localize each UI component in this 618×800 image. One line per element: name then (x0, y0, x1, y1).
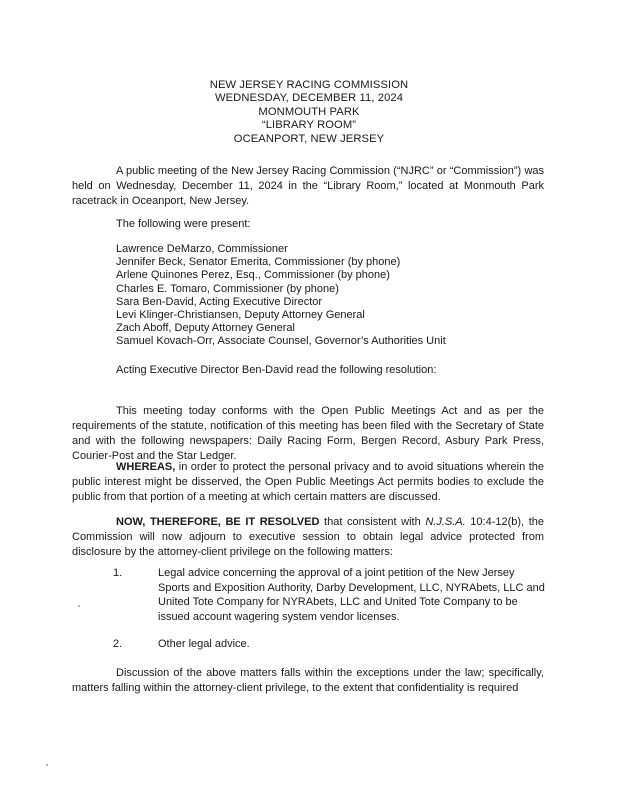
whereas-lead: WHEREAS, (116, 461, 176, 473)
header-commission-name: NEW JERSEY RACING COMMISSION (209, 79, 409, 91)
document-header (0, 79, 618, 146)
header-room: “LIBRARY ROOM” (261, 119, 357, 132)
scan-speck (78, 605, 80, 607)
matter-text: Other legal advice. (158, 638, 250, 650)
resolution-intro: Acting Executive Director Ben-David read the following resolution: (116, 364, 437, 376)
present-heading: The following were present: (116, 218, 251, 230)
attendee-list (116, 243, 544, 349)
discussion-paragraph: Discussion of the above matters falls within the exceptions under the law; specifically, matters falling within the attorney-client privilege, to the extent that confidentiality is required (72, 667, 544, 694)
whereas-text: in order to protect the personal privacy and to avoid situations wherein the public interest might be disserved, the Open Public Meetings Act permits bodies to exclude the public from that portion of a meeting at which certain matters are discussed. (72, 461, 544, 503)
intro-paragraph: A public meeting of the New Jersey Racing Commission (“NJRC” or “Commission”) was held on Wednesday, December 11, 2024 in the “Library Room,” located at Monmouth Park racetrack in Oceanport, New Jersey. (72, 165, 544, 207)
header-venue: MONMOUTH PARK (258, 105, 360, 118)
resolved-text-1: that consistent with (319, 516, 426, 528)
matter-text: Legal advice concerning the approval of a joint petition of the New Jersey Sports and Exposition Authority, Darby Development, LLC, NYRAbets, LLC and United Tote Company for NYRAbets, LLC and United Tote Company to be issued account wagering system vendor licenses. (158, 567, 545, 623)
attendee-item: Jennifer Beck, Senator Emerita, Commissioner (by phone) (116, 256, 401, 269)
matter-number: 2. (113, 638, 123, 650)
attendee-item: Sara Ben-David, Acting Executive Director (116, 295, 323, 308)
whereas-paragraph (72, 460, 544, 505)
resolved-citation: N.J.S.A. (425, 516, 466, 528)
resolved-lead: NOW, THEREFORE, BE IT RESOLVED (116, 516, 320, 528)
attendee-item: Samuel Kovach-Orr, Associate Counsel, Governor’s Authorities Unit (116, 335, 446, 348)
opma-paragraph: This meeting today conforms with the Open Public Meetings Act and as per the requirements of the statute, notification of this meeting has been filed with the Secretary of State and with the following newspapers: Daily Racing Form, Bergen Record, Asbury Park Press, Courier-Post and the Star Ledger. (72, 405, 544, 462)
header-location: OCEANPORT, NEW JERSEY (233, 132, 385, 145)
matter-number: 1. (113, 567, 123, 579)
attendee-item: Lawrence DeMarzo, Commissioner (116, 243, 288, 255)
attendee-item: Arlene Quinones Perez, Esq., Commissioner (by phone) (116, 269, 390, 282)
scan-speck (46, 764, 48, 766)
attendee-item: Charles E. Tomaro, Commissioner (by phone) (116, 282, 339, 295)
header-meeting-date: WEDNESDAY, DECEMBER 11, 2024 (214, 92, 404, 105)
resolved-paragraph (72, 515, 544, 560)
attendee-item: Levi Klinger-Christiansen, Deputy Attorney General (116, 309, 365, 322)
attendee-item: Zach Aboff, Deputy Attorney General (116, 322, 295, 335)
resolved-text-2: 10:4-12(b), the Commission will now adjourn to executive session to obtain legal advice protected from disclosure by the attorney-client privilege on the following matters: (72, 516, 544, 558)
